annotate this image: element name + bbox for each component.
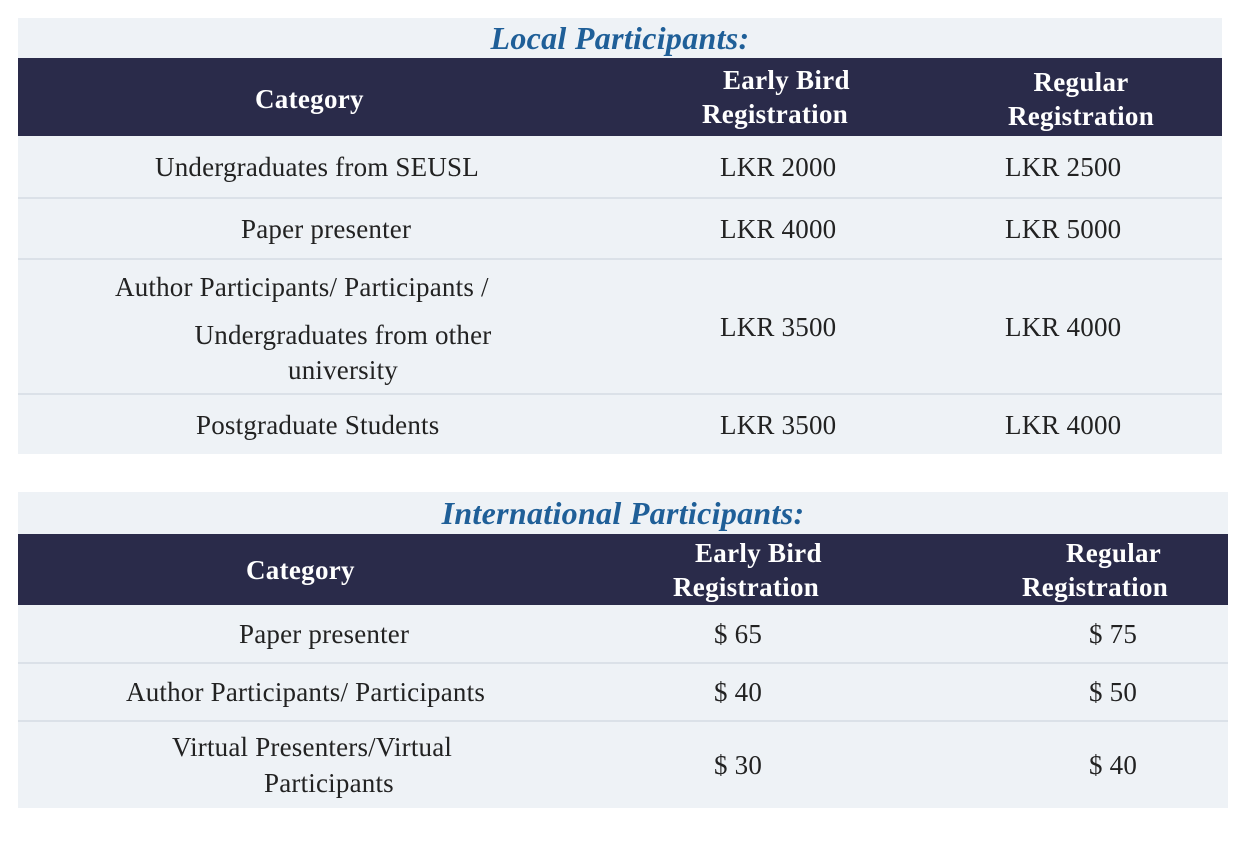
regular-fee: LKR 4000 xyxy=(1005,311,1122,342)
category-line: Virtual Presenters/Virtual xyxy=(172,732,453,762)
regular-fee: $ 75 xyxy=(1089,618,1138,649)
local-header-row xyxy=(18,58,1222,136)
international-participants-section xyxy=(18,492,1228,808)
international-header-early-bird-line1: Early Bird xyxy=(695,537,822,568)
category-cell xyxy=(18,721,658,808)
table-row xyxy=(18,136,1222,198)
category-line: Author Participants/ Participants / xyxy=(115,271,489,302)
early-bird-fee: LKR 3500 xyxy=(720,311,837,342)
regular-fee: LKR 2500 xyxy=(1005,151,1122,182)
local-header-early-bird-line1: Early Bird xyxy=(723,65,850,95)
early-bird-fee: $ 40 xyxy=(714,677,763,707)
category-cell: Undergraduates from SEUSL xyxy=(155,151,479,182)
international-header-early-bird xyxy=(658,534,906,605)
early-bird-fee: LKR 4000 xyxy=(720,213,837,244)
category-cell: Author Participants/ Participants xyxy=(126,677,486,707)
local-fee-table xyxy=(18,58,1222,454)
international-participants-title: International Participants: xyxy=(441,495,805,531)
international-header-row xyxy=(18,534,1228,605)
category-cell: Paper presenter xyxy=(241,213,412,244)
table-row xyxy=(18,394,1222,454)
regular-fee: LKR 5000 xyxy=(1005,213,1122,244)
regular-fee: $ 40 xyxy=(1089,750,1138,780)
table-row xyxy=(18,721,1228,808)
international-fee-table xyxy=(18,534,1228,808)
early-bird-fee: $ 30 xyxy=(714,750,763,780)
early-bird-fee: LKR 3500 xyxy=(720,409,837,440)
local-header-early-bird xyxy=(668,58,930,136)
international-header-regular-line2: Registration xyxy=(1022,571,1169,602)
local-header-regular-line1: Regular xyxy=(1033,67,1129,97)
international-header-category: Category xyxy=(246,554,355,585)
table-row xyxy=(18,259,1222,394)
local-header-regular xyxy=(930,58,1222,136)
category-cell: Postgraduate Students xyxy=(196,409,440,440)
local-header-early-bird-line2: Registration xyxy=(702,99,849,129)
international-header-early-bird-line2: Registration xyxy=(673,571,820,602)
category-line: Participants xyxy=(264,768,394,798)
local-participants-section xyxy=(18,18,1222,454)
international-header-regular-line1: Regular xyxy=(1066,537,1162,568)
local-header-category: Category xyxy=(255,84,364,114)
category-cell: Paper presenter xyxy=(239,618,410,649)
international-header-regular xyxy=(906,534,1228,605)
table-row xyxy=(18,605,1228,663)
early-bird-fee: $ 65 xyxy=(714,618,763,649)
regular-fee: $ 50 xyxy=(1089,677,1138,707)
category-line: university xyxy=(288,354,398,385)
category-cell xyxy=(18,259,668,394)
local-participants-title: Local Participants: xyxy=(490,20,750,56)
local-header-regular-line2: Registration xyxy=(1007,101,1155,131)
regular-fee: LKR 4000 xyxy=(1005,409,1122,440)
early-bird-fee: LKR 2000 xyxy=(720,151,837,182)
category-line: Undergraduates from other xyxy=(194,319,492,350)
table-row xyxy=(18,198,1222,259)
table-row xyxy=(18,663,1228,721)
